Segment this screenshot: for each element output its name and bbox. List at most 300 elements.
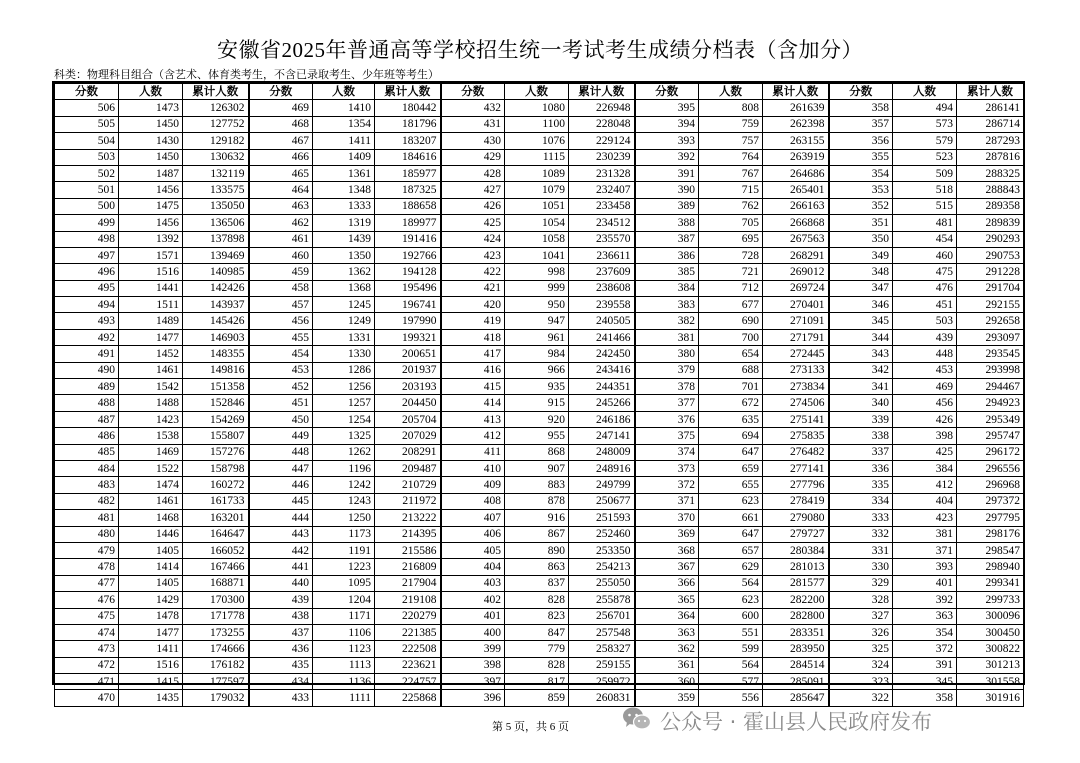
table-cell: 647 [699, 526, 763, 542]
table-cell: 355 [829, 149, 893, 165]
table-cell: 1319 [313, 215, 375, 231]
table-cell: 264686 [763, 165, 829, 181]
column-header: 人数 [119, 84, 183, 100]
table-cell: 1456 [119, 182, 183, 198]
table-cell: 1435 [119, 690, 183, 706]
table-cell: 379 [635, 362, 699, 378]
table-cell: 295349 [957, 411, 1024, 427]
table-cell: 426 [893, 411, 957, 427]
table-cell: 1473 [119, 100, 183, 116]
table-row [55, 231, 1024, 247]
table-cell: 654 [699, 346, 763, 362]
table-cell: 1171 [313, 608, 375, 624]
table-cell: 393 [893, 559, 957, 575]
table-cell: 1089 [505, 165, 569, 181]
table-cell: 1478 [119, 608, 183, 624]
table-cell: 152846 [183, 395, 249, 411]
table-cell: 500 [55, 198, 119, 214]
table-cell: 383 [635, 297, 699, 313]
table-cell: 334 [829, 493, 893, 509]
table-cell: 330 [829, 559, 893, 575]
table-cell: 464 [249, 182, 313, 198]
table-cell: 867 [505, 526, 569, 542]
table-cell: 288843 [957, 182, 1024, 198]
table-cell: 416 [441, 362, 505, 378]
table-cell: 406 [441, 526, 505, 542]
table-cell: 388 [635, 215, 699, 231]
table-cell: 127752 [183, 116, 249, 132]
table-cell: 1325 [313, 428, 375, 444]
table-row [55, 624, 1024, 640]
table-cell: 998 [505, 264, 569, 280]
table-cell: 837 [505, 575, 569, 591]
table-row [55, 264, 1024, 280]
table-cell: 259972 [569, 674, 635, 690]
table-cell: 427 [441, 182, 505, 198]
table-cell: 341 [829, 379, 893, 395]
table-cell: 484 [55, 460, 119, 476]
table-cell: 136506 [183, 215, 249, 231]
table-cell: 244351 [569, 379, 635, 395]
table-cell: 454 [249, 346, 313, 362]
table-cell: 434 [249, 674, 313, 690]
table-cell: 210729 [375, 477, 441, 493]
table-cell: 328 [829, 592, 893, 608]
table-cell: 487 [55, 411, 119, 427]
table-cell: 859 [505, 690, 569, 706]
table-cell: 433 [249, 690, 313, 706]
table-cell: 333 [829, 510, 893, 526]
table-cell: 255050 [569, 575, 635, 591]
table-cell: 1256 [313, 379, 375, 395]
table-cell: 1354 [313, 116, 375, 132]
table-cell: 286714 [957, 116, 1024, 132]
table-cell: 445 [249, 493, 313, 509]
table-cell: 394 [635, 116, 699, 132]
table-cell: 523 [893, 149, 957, 165]
column-header: 累计人数 [183, 84, 249, 100]
table-cell: 1080 [505, 100, 569, 116]
table-cell: 282200 [763, 592, 829, 608]
table-cell: 275141 [763, 411, 829, 427]
table-cell: 327 [829, 608, 893, 624]
table-cell: 158798 [183, 460, 249, 476]
table-cell: 411 [441, 444, 505, 460]
column-header: 分数 [635, 84, 699, 100]
table-cell: 420 [441, 297, 505, 313]
table-cell: 878 [505, 493, 569, 509]
table-cell: 194128 [375, 264, 441, 280]
table-cell: 250677 [569, 493, 635, 509]
table-cell: 268291 [763, 247, 829, 263]
table-cell: 365 [635, 592, 699, 608]
table-cell: 490 [55, 362, 119, 378]
table-cell: 374 [635, 444, 699, 460]
table-cell: 509 [893, 165, 957, 181]
table-cell: 443 [249, 526, 313, 542]
table-cell: 471 [55, 674, 119, 690]
table-cell: 376 [635, 411, 699, 427]
table-cell: 295747 [957, 428, 1024, 444]
table-cell: 459 [249, 264, 313, 280]
table-cell: 126302 [183, 100, 249, 116]
table-cell: 275835 [763, 428, 829, 444]
table-cell: 863 [505, 559, 569, 575]
table-cell: 294923 [957, 395, 1024, 411]
table-cell: 271091 [763, 313, 829, 329]
table-cell: 423 [893, 510, 957, 526]
table-cell: 392 [635, 149, 699, 165]
table-cell: 1362 [313, 264, 375, 280]
table-cell: 245266 [569, 395, 635, 411]
table-cell: 151358 [183, 379, 249, 395]
table-cell: 1450 [119, 116, 183, 132]
table-cell: 297795 [957, 510, 1024, 526]
table-cell: 368 [635, 542, 699, 558]
table-cell: 1242 [313, 477, 375, 493]
table-cell: 1196 [313, 460, 375, 476]
table-cell: 1488 [119, 395, 183, 411]
table-cell: 293545 [957, 346, 1024, 362]
table-cell: 345 [829, 313, 893, 329]
table-cell: 148355 [183, 346, 249, 362]
table-cell: 579 [893, 133, 957, 149]
table-cell: 296556 [957, 460, 1024, 476]
table-row [55, 346, 1024, 362]
table-cell: 677 [699, 297, 763, 313]
table-cell: 495 [55, 280, 119, 296]
table-cell: 340 [829, 395, 893, 411]
table-cell: 1262 [313, 444, 375, 460]
table-row [55, 444, 1024, 460]
table-cell: 298940 [957, 559, 1024, 575]
table-cell: 417 [441, 346, 505, 362]
table-cell: 272445 [763, 346, 829, 362]
table-cell: 359 [635, 690, 699, 706]
table-cell: 700 [699, 329, 763, 345]
table-body [55, 100, 1024, 706]
table-cell: 363 [893, 608, 957, 624]
table-cell: 301916 [957, 690, 1024, 706]
table-cell: 460 [893, 247, 957, 263]
table-cell: 494 [55, 297, 119, 313]
table-cell: 254213 [569, 559, 635, 575]
table-cell: 1456 [119, 215, 183, 231]
table-row [55, 641, 1024, 657]
page-number: 第 5 页，共 6 页 [492, 721, 569, 733]
table-cell: 392 [893, 592, 957, 608]
table-cell: 657 [699, 542, 763, 558]
table-cell: 1361 [313, 165, 375, 181]
table-cell: 209487 [375, 460, 441, 476]
table-cell: 672 [699, 395, 763, 411]
table-cell: 1429 [119, 592, 183, 608]
table-cell: 1409 [313, 149, 375, 165]
table-cell: 296968 [957, 477, 1024, 493]
table-cell: 1522 [119, 460, 183, 476]
table-cell: 1173 [313, 526, 375, 542]
table-cell: 298547 [957, 542, 1024, 558]
table-cell: 288325 [957, 165, 1024, 181]
table-cell: 324 [829, 657, 893, 673]
table-cell: 1113 [313, 657, 375, 673]
table-cell: 476 [893, 280, 957, 296]
table-cell: 292658 [957, 313, 1024, 329]
table-cell: 357 [829, 116, 893, 132]
table-cell: 375 [635, 428, 699, 444]
table-cell: 284514 [763, 657, 829, 673]
table-cell: 372 [893, 641, 957, 657]
table-cell: 1469 [119, 444, 183, 460]
table-cell: 283950 [763, 641, 829, 657]
table-cell: 407 [441, 510, 505, 526]
table-row [55, 510, 1024, 526]
table-row [55, 149, 1024, 165]
table-row [55, 215, 1024, 231]
table-cell: 1368 [313, 280, 375, 296]
table-cell: 398 [893, 428, 957, 444]
table-cell: 473 [55, 641, 119, 657]
table-cell: 477 [55, 575, 119, 591]
table-cell: 370 [635, 510, 699, 526]
table-cell: 189977 [375, 215, 441, 231]
table-cell: 230239 [569, 149, 635, 165]
table-cell: 1123 [313, 641, 375, 657]
table-cell: 1475 [119, 198, 183, 214]
table-cell: 466 [249, 149, 313, 165]
table-cell: 476 [55, 592, 119, 608]
table-cell: 203193 [375, 379, 441, 395]
table-row [55, 198, 1024, 214]
table-cell: 1257 [313, 395, 375, 411]
table-row [55, 182, 1024, 198]
table-cell: 428 [441, 165, 505, 181]
table-cell: 371 [635, 493, 699, 509]
table-cell: 273133 [763, 362, 829, 378]
table-cell: 185977 [375, 165, 441, 181]
table-cell: 491 [55, 346, 119, 362]
table-cell: 246186 [569, 411, 635, 427]
table-cell: 600 [699, 608, 763, 624]
table-cell: 1111 [313, 690, 375, 706]
table-cell: 883 [505, 477, 569, 493]
table-cell: 300096 [957, 608, 1024, 624]
table-cell: 1452 [119, 346, 183, 362]
table-cell: 347 [829, 280, 893, 296]
table-cell: 418 [441, 329, 505, 345]
table-cell: 955 [505, 428, 569, 444]
table-cell: 349 [829, 247, 893, 263]
table-cell: 154269 [183, 411, 249, 427]
table-cell: 757 [699, 133, 763, 149]
table-cell: 767 [699, 165, 763, 181]
table-cell: 166052 [183, 542, 249, 558]
table-cell: 1461 [119, 493, 183, 509]
table-cell: 984 [505, 346, 569, 362]
table-cell: 423 [441, 247, 505, 263]
table-cell: 470 [55, 690, 119, 706]
table-cell: 463 [249, 198, 313, 214]
table-cell: 168871 [183, 575, 249, 591]
table-cell: 1058 [505, 231, 569, 247]
table-cell: 346 [829, 297, 893, 313]
table-cell: 498 [55, 231, 119, 247]
table-cell: 215586 [375, 542, 441, 558]
table-cell: 1489 [119, 313, 183, 329]
table-cell: 779 [505, 641, 569, 657]
table-cell: 458 [249, 280, 313, 296]
table-cell: 556 [699, 690, 763, 706]
table-row [55, 657, 1024, 673]
table-cell: 373 [635, 460, 699, 476]
table-cell: 422 [441, 264, 505, 280]
table-row [55, 575, 1024, 591]
table-row [55, 428, 1024, 444]
table-cell: 501 [55, 182, 119, 198]
table-cell: 271791 [763, 329, 829, 345]
table-cell: 1414 [119, 559, 183, 575]
table-cell: 337 [829, 444, 893, 460]
table-cell: 322 [829, 690, 893, 706]
table-cell: 1415 [119, 674, 183, 690]
table-cell: 220279 [375, 608, 441, 624]
table-cell: 358 [829, 100, 893, 116]
table-cell: 452 [249, 379, 313, 395]
table-cell: 496 [55, 264, 119, 280]
table-cell: 285647 [763, 690, 829, 706]
table-cell: 239558 [569, 297, 635, 313]
table-cell: 384 [893, 460, 957, 476]
table-cell: 219108 [375, 592, 441, 608]
table-row [55, 329, 1024, 345]
table-cell: 171778 [183, 608, 249, 624]
table-cell: 467 [249, 133, 313, 149]
table-cell: 277796 [763, 477, 829, 493]
table-cell: 281577 [763, 575, 829, 591]
table-cell: 462 [249, 215, 313, 231]
table-cell: 1041 [505, 247, 569, 263]
table-cell: 430 [441, 133, 505, 149]
table-row [55, 165, 1024, 181]
table-cell: 251593 [569, 510, 635, 526]
table-cell: 400 [441, 624, 505, 640]
table-cell: 283351 [763, 624, 829, 640]
table-cell: 1441 [119, 280, 183, 296]
table-cell: 1446 [119, 526, 183, 542]
table-cell: 225868 [375, 690, 441, 706]
table-cell: 213222 [375, 510, 441, 526]
table-cell: 1245 [313, 297, 375, 313]
table-cell: 265401 [763, 182, 829, 198]
table-cell: 285091 [763, 674, 829, 690]
table-cell: 688 [699, 362, 763, 378]
table-cell: 446 [249, 477, 313, 493]
table-cell: 1254 [313, 411, 375, 427]
table-cell: 448 [893, 346, 957, 362]
table-cell: 1538 [119, 428, 183, 444]
table-cell: 439 [249, 592, 313, 608]
table-cell: 481 [893, 215, 957, 231]
table-cell: 278419 [763, 493, 829, 509]
table-cell: 421 [441, 280, 505, 296]
table-cell: 961 [505, 329, 569, 345]
table-cell: 412 [441, 428, 505, 444]
table-cell: 174666 [183, 641, 249, 657]
table-cell: 262398 [763, 116, 829, 132]
table-cell: 167466 [183, 559, 249, 575]
table-cell: 266163 [763, 198, 829, 214]
table-cell: 823 [505, 608, 569, 624]
table-cell: 199321 [375, 329, 441, 345]
table-cell: 469 [249, 100, 313, 116]
table-cell: 358 [893, 690, 957, 706]
table-cell: 238608 [569, 280, 635, 296]
table-cell: 204450 [375, 395, 441, 411]
table-cell: 440 [249, 575, 313, 591]
table-cell: 343 [829, 346, 893, 362]
table-cell: 1079 [505, 182, 569, 198]
table-cell: 1100 [505, 116, 569, 132]
table-cell: 1477 [119, 624, 183, 640]
table-cell: 1477 [119, 329, 183, 345]
table-cell: 413 [441, 411, 505, 427]
table-cell: 1423 [119, 411, 183, 427]
table-cell: 1331 [313, 329, 375, 345]
table-cell: 429 [441, 149, 505, 165]
table-cell: 436 [249, 641, 313, 657]
table-cell: 695 [699, 231, 763, 247]
table-cell: 907 [505, 460, 569, 476]
table-cell: 447 [249, 460, 313, 476]
table-row [55, 493, 1024, 509]
table-cell: 335 [829, 477, 893, 493]
table-cell: 243416 [569, 362, 635, 378]
column-header: 累计人数 [569, 84, 635, 100]
table-cell: 235570 [569, 231, 635, 247]
column-header: 分数 [829, 84, 893, 100]
table-cell: 694 [699, 428, 763, 444]
score-table-container [52, 81, 1025, 705]
column-header: 人数 [505, 84, 569, 100]
table-cell: 176182 [183, 657, 249, 673]
table-cell: 1333 [313, 198, 375, 214]
table-cell: 267563 [763, 231, 829, 247]
table-cell: 1487 [119, 165, 183, 181]
table-cell: 448 [249, 444, 313, 460]
column-header: 累计人数 [763, 84, 829, 100]
table-cell: 325 [829, 641, 893, 657]
table-cell: 229124 [569, 133, 635, 149]
table-cell: 499 [55, 215, 119, 231]
table-cell: 354 [893, 624, 957, 640]
table-cell: 258327 [569, 641, 635, 657]
table-cell: 345 [893, 674, 957, 690]
table-cell: 1511 [119, 297, 183, 313]
table-cell: 216809 [375, 559, 441, 575]
table-cell: 279080 [763, 510, 829, 526]
column-header: 分数 [55, 84, 119, 100]
table-cell: 701 [699, 379, 763, 395]
table-cell: 455 [249, 329, 313, 345]
table-cell: 382 [635, 313, 699, 329]
table-cell: 690 [699, 313, 763, 329]
table-cell: 217904 [375, 575, 441, 591]
table-cell: 163201 [183, 510, 249, 526]
table-cell: 419 [441, 313, 505, 329]
table-cell: 481 [55, 510, 119, 526]
table-cell: 453 [249, 362, 313, 378]
table-cell: 483 [55, 477, 119, 493]
